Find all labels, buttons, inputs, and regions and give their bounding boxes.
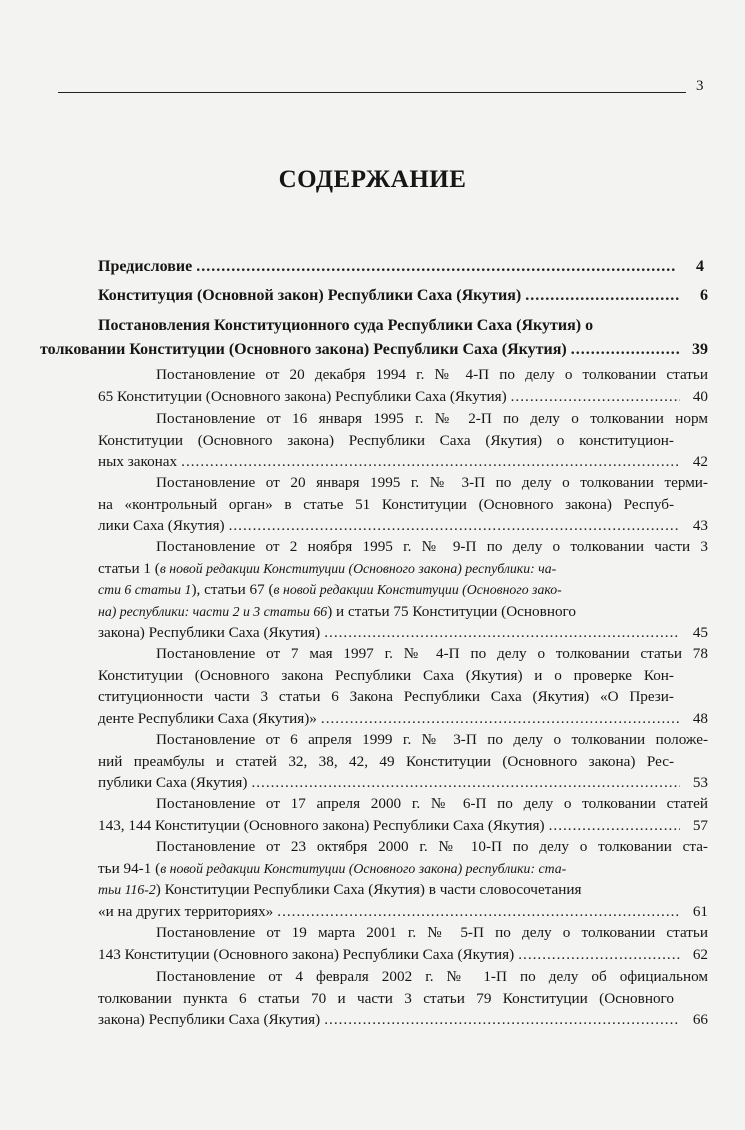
toc-entry-ruling[interactable] <box>98 836 708 922</box>
toc-entry-text-line: «и на других территориях» <box>98 902 274 920</box>
toc-entry-text-line: Постановление от 6 апреля 1999 г. № 3-П по делу о толковании положе- <box>156 731 708 748</box>
dot-leader <box>571 338 680 362</box>
toc-entry-text-line: толковании пункта 6 статьи 70 и части 3 статьи 79 Конституции (Основного <box>98 989 674 1007</box>
dot-leader <box>511 386 680 408</box>
toc-page-number: 45 <box>692 624 708 641</box>
toc-entry-text-line: денте Республики Саха (Якутия)» <box>98 709 317 727</box>
dot-leader <box>549 815 680 837</box>
toc-entry-ruling[interactable] <box>98 408 708 473</box>
toc-page-number: 6 <box>700 287 708 304</box>
dot-leader <box>324 622 680 644</box>
toc-page-number: 40 <box>692 387 708 405</box>
dot-leader <box>321 708 680 730</box>
toc-entry-text-line: Постановление от 4 февраля 2002 г. № 1-П по делу об официальном <box>156 968 708 985</box>
toc-entry-ruling[interactable] <box>98 472 708 537</box>
toc-entry-text-line: лики Саха (Якутия) <box>98 517 225 534</box>
toc-entry-italic-note: в новой редакции Конституции (Основного закона) республики: ста- <box>160 860 567 876</box>
toc-entry-italic-note: сти 6 статьи 1 <box>98 582 192 597</box>
toc-entry-italic-note: тьи 116-2 <box>98 882 156 897</box>
toc-entry-ruling[interactable] <box>98 729 708 794</box>
toc-entry-text-line: Постановление от 20 января 1995 г. № 3-П по делу о толковании терми- <box>156 474 708 491</box>
toc-entry-italic-note: в новой редакции Конституции (Основного закона) республики: ча- <box>159 560 557 576</box>
toc-entry-italic-note: в новой редакции Конституции (Основного зако- <box>273 582 562 597</box>
toc-entry-text-line: Постановление от 2 ноября 1995 г. № 9-П по делу о толковании части 3 <box>156 538 708 555</box>
toc-entry-court-rulings[interactable] <box>40 314 708 362</box>
dot-leader <box>181 451 680 473</box>
toc-entry-text-line: ) и статьи 75 Конституции (Основного <box>327 602 576 620</box>
toc-entry-ruling[interactable] <box>98 643 708 729</box>
toc-entry-text-line: 143, 144 Конституции (Основного закона) Республики Саха (Якутия) <box>98 816 545 834</box>
toc-entry-text-line: ний преамбулы и статей 32, 38, 42, 49 Конституции (Основного закона) Рес- <box>98 752 674 770</box>
toc-entry-text-line: Постановление от 16 января 1995 г. № 2-П по делу о толковании норм <box>156 410 708 427</box>
toc-entry-text-line: ), статьи 67 ( <box>191 581 274 598</box>
toc-entry-ruling[interactable] <box>98 793 708 836</box>
toc-page-number: 53 <box>692 774 708 791</box>
toc-entry-ruling[interactable] <box>98 364 708 407</box>
toc-entry-title: Предисловие <box>98 258 193 275</box>
toc-page-number: 4 <box>696 258 704 275</box>
toc-entry-text-line: ституционности части 3 статьи 6 Закона Республики Саха (Якутия) «О Прези- <box>98 688 674 705</box>
toc-entry-ruling[interactable] <box>98 922 708 965</box>
toc-entry-text-line: ) Конституции Республики Саха (Якутия) в части словосочетания <box>155 881 582 898</box>
dot-leader <box>525 285 680 307</box>
dot-leader <box>229 515 680 537</box>
toc-entry-ruling[interactable] <box>98 966 708 1031</box>
dot-leader <box>251 772 680 794</box>
toc-entry-ruling[interactable] <box>98 536 708 644</box>
toc-entry-text-line: тьи 94-1 ( <box>98 859 161 877</box>
toc-entry-text-line: Постановление от 17 апреля 2000 г. № 6-П по делу о толковании статей <box>156 795 708 812</box>
dot-leader <box>518 944 680 966</box>
toc-page-number: 42 <box>692 453 708 470</box>
toc-entry-title-line: Постановления Конституционного суда Республики Саха (Якутия) о <box>98 317 594 334</box>
toc-entry-text-line: 65 Конституции (Основного закона) Республики Саха (Якутия) <box>98 387 507 405</box>
toc-entry-italic-note: на) республики: части 2 и 3 статьи 66 <box>98 603 328 619</box>
page-title: СОДЕРЖАНИЕ <box>278 166 467 193</box>
toc-entry-preface[interactable] <box>98 256 704 278</box>
toc-page-number: 39 <box>692 341 708 358</box>
toc-entry-text-line: публики Саха (Якутия) <box>98 774 248 791</box>
page-number: 3 <box>696 78 704 94</box>
toc-entry-text-line: Постановление от 20 декабря 1994 г. № 4-П по делу о толковании статьи <box>156 366 708 383</box>
dot-leader <box>324 1009 680 1031</box>
toc-page-number: 43 <box>692 517 708 534</box>
toc-entry-text-line: Конституции (Основного закона Республики Саха (Якутия) и о проверке Кон- <box>98 666 674 684</box>
toc-entry-text-line: статьи 1 ( <box>98 559 160 577</box>
toc-page-number: 57 <box>692 816 708 834</box>
toc-entry-text-line: закона) Республики Саха (Якутия) <box>98 624 321 641</box>
toc-entry-text-line: закона) Республики Саха (Якутия) <box>98 1011 321 1028</box>
toc-entry-title-line: толковании Конституции (Основного закона) Республики Саха (Якутия) <box>40 341 567 358</box>
toc-entry-text-line: Конституции (Основного закона) Республики Саха (Якутия) о конституцион- <box>98 431 674 449</box>
header-rule <box>58 92 686 93</box>
toc-page-number: 62 <box>692 945 708 963</box>
toc-entry-text-line: Постановление от 19 марта 2001 г. № 5-П по делу о толковании статьи <box>156 924 708 941</box>
toc-entry-constitution[interactable] <box>98 285 708 307</box>
toc-entry-text-line: Постановление от 23 октября 2000 г. № 10-П по делу о толковании ста- <box>156 838 708 855</box>
toc-entry-title: Конституция (Основной закон) Республики Саха (Якутия) <box>98 287 522 304</box>
toc-page-number: 48 <box>692 709 708 727</box>
toc-page-number: 61 <box>692 902 708 920</box>
toc-entry-text-line: ных законах <box>98 453 178 470</box>
toc-entry-text-line: 143 Конституции (Основного закона) Республики Саха (Якутия) <box>98 945 515 963</box>
toc-page-number: 66 <box>692 1011 708 1028</box>
dot-leader <box>196 256 676 278</box>
toc-entry-text-line: на «контрольный орган» в статье 51 Конституции (Основного закона) Респуб- <box>98 495 674 513</box>
dot-leader <box>277 901 680 923</box>
toc-entry-text-line: Постановление от 7 мая 1997 г. № 4-П по делу о толковании статьи 78 <box>156 645 708 662</box>
